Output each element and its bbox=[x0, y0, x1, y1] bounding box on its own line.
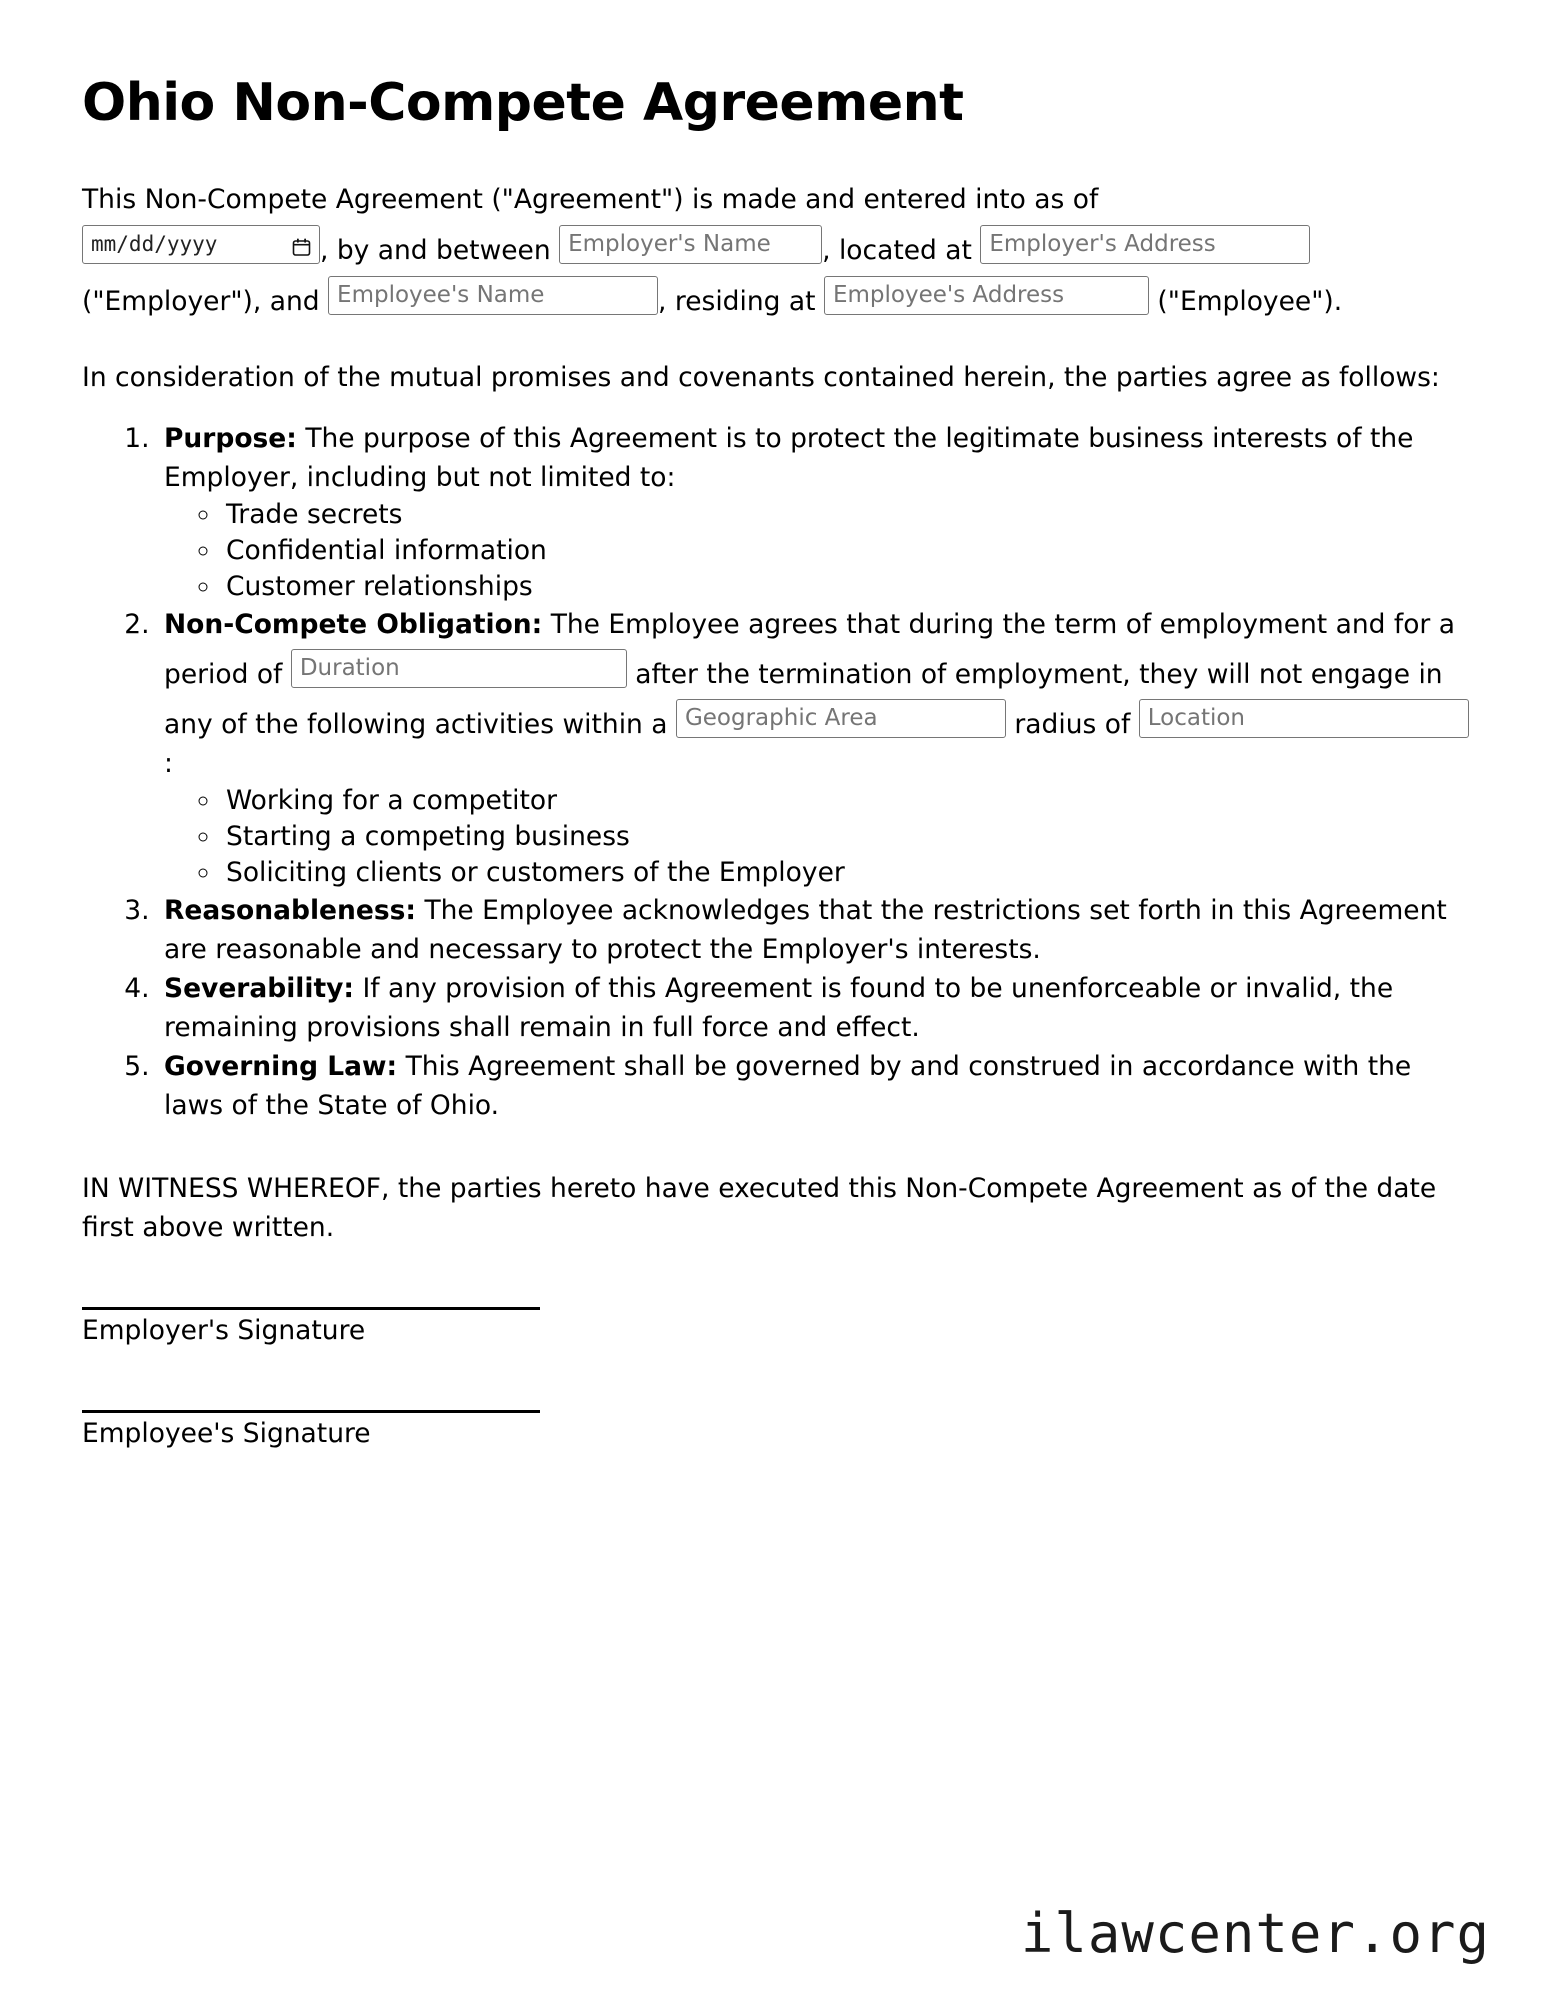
clause-non-compete-heading: Non-Compete Obligation: bbox=[164, 608, 543, 640]
page-title: Ohio Non-Compete Agreement bbox=[82, 73, 964, 133]
document-body bbox=[82, 74, 1472, 1451]
intro-text-part3: , located at bbox=[822, 234, 972, 266]
calendar-icon[interactable] bbox=[292, 235, 311, 254]
signature-block bbox=[82, 1307, 1472, 1451]
intro-text-part1: This Non-Compete Agreement ("Agreement") is made and entered into as of bbox=[82, 183, 1099, 215]
location-input[interactable]: Location bbox=[1139, 699, 1469, 738]
witness-paragraph: IN WITNESS WHEREOF, the parties hereto have executed this Non-Compete Agreement as of the date first above written. bbox=[82, 1172, 1437, 1243]
agreement-date-value: mm/dd/yyyy bbox=[91, 231, 218, 256]
list-item: ◦ Starting a competing business bbox=[222, 819, 1472, 855]
employer-address-input[interactable]: Employer's Address bbox=[980, 225, 1310, 264]
list-item: ◦ Soliciting clients or customers of the Employer bbox=[222, 855, 1472, 891]
list-item: ◦ Customer relationships bbox=[222, 569, 1472, 605]
clause-severability-heading: Severability: bbox=[164, 972, 355, 1004]
clause-non-compete-body-c: radius of bbox=[1014, 708, 1131, 740]
clause-non-compete-body-d: : bbox=[164, 747, 173, 779]
clause-non-compete-body-b: after the termination of employment, they will not engage in any of the following activities within a bbox=[164, 658, 1443, 740]
clause-severability-body: If any provision of this Agreement is found to be unenforceable or invalid, the remaining provisions shall remain in full force and effect. bbox=[164, 972, 1394, 1043]
employee-signature-line bbox=[82, 1410, 540, 1413]
intro-paragraph bbox=[82, 180, 1472, 322]
clause-severability bbox=[158, 969, 1472, 1047]
clause-reasonableness-heading: Reasonableness: bbox=[164, 894, 416, 926]
consideration-paragraph: In consideration of the mutual promises and covenants contained herein, the parties agree as follows: bbox=[82, 361, 1440, 393]
clause-purpose bbox=[158, 419, 1472, 605]
list-item: ◦ Working for a competitor bbox=[222, 783, 1472, 819]
clause-list bbox=[82, 419, 1472, 1125]
clause-governing-law-heading: Governing Law: bbox=[164, 1050, 398, 1082]
geographic-area-input[interactable]: Geographic Area bbox=[676, 699, 1006, 738]
non-compete-bullet-list bbox=[164, 783, 1472, 891]
clause-reasonableness bbox=[158, 891, 1472, 969]
list-item: ◦ Confidential information bbox=[222, 533, 1472, 569]
clause-purpose-body: The purpose of this Agreement is to protect the legitimate business interests of the Employer, including but not limited to: bbox=[164, 422, 1414, 493]
clause-purpose-heading: Purpose: bbox=[164, 422, 297, 454]
duration-input[interactable]: Duration bbox=[291, 649, 627, 688]
intro-text-part5: , residing at bbox=[658, 285, 816, 317]
clause-governing-law bbox=[158, 1047, 1472, 1125]
purpose-bullet-list bbox=[164, 497, 1472, 605]
intro-text-part6: ("Employee"). bbox=[1157, 285, 1343, 317]
clause-reasonableness-body: The Employee acknowledges that the restrictions set forth in this Agreement are reasonable and necessary to protect the Employer's interests. bbox=[164, 894, 1447, 965]
employer-name-input[interactable]: Employer's Name bbox=[559, 225, 822, 264]
employee-address-input[interactable]: Employee's Address bbox=[824, 276, 1149, 315]
employee-name-input[interactable]: Employee's Name bbox=[328, 276, 658, 315]
clause-governing-law-body: This Agreement shall be governed by and construed in accordance with the laws of the State of Ohio. bbox=[164, 1050, 1412, 1121]
agreement-date-input[interactable] bbox=[82, 225, 320, 264]
intro-text-part4: ("Employer"), and bbox=[82, 285, 320, 317]
employee-signature-label: Employee's Signature bbox=[82, 1417, 371, 1449]
employer-signature-label: Employer's Signature bbox=[82, 1314, 366, 1346]
employer-signature-line bbox=[82, 1307, 540, 1310]
clause-non-compete-body-a: The Employee agrees that during the term of employment and for a period of bbox=[164, 608, 1455, 690]
intro-text-part2: , by and between bbox=[320, 234, 551, 266]
signature-spacer bbox=[82, 1348, 1472, 1410]
clause-non-compete-obligation bbox=[158, 605, 1472, 891]
list-item: ◦ Trade secrets bbox=[222, 497, 1472, 533]
site-watermark: ilawcenter.org bbox=[1020, 1902, 1490, 1965]
